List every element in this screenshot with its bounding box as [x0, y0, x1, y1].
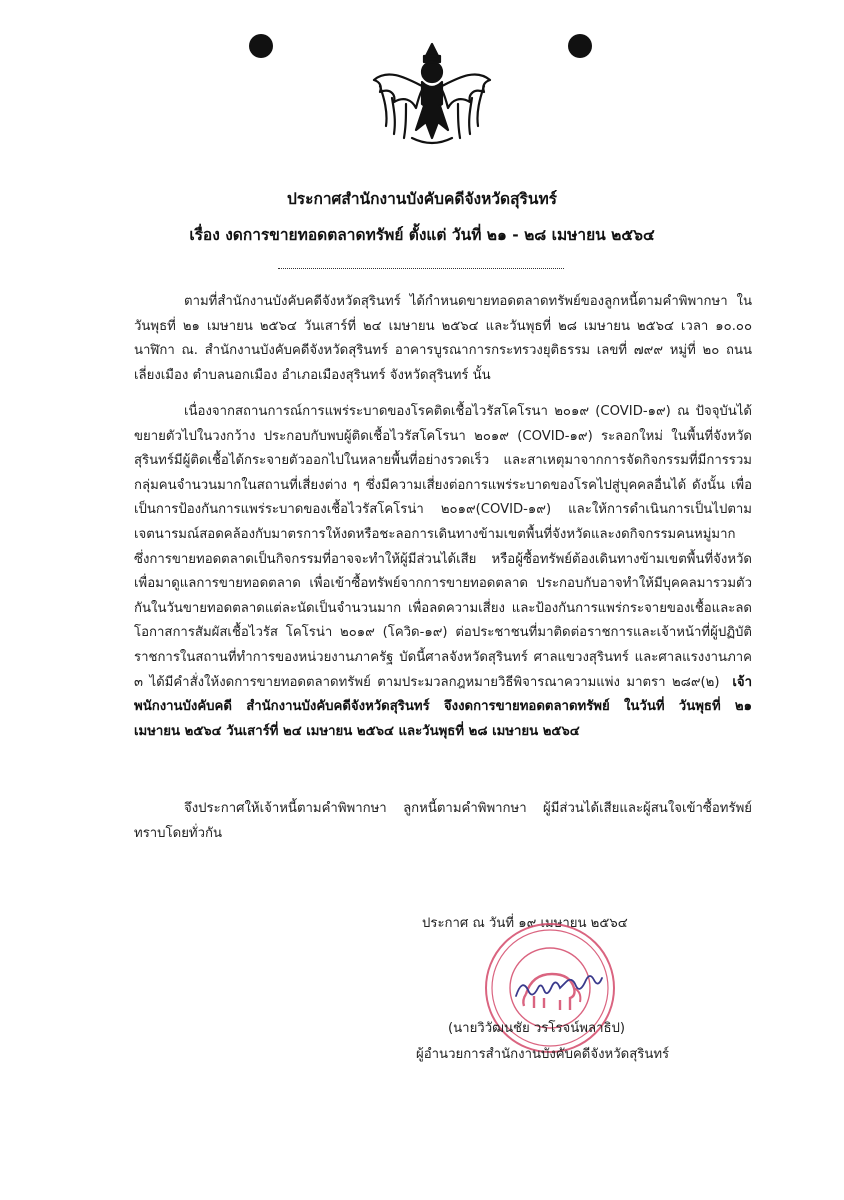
announcement-date: ประกาศ ณ วันที่ ๑๙ เมษายน ๒๕๖๔ [422, 916, 628, 931]
paragraph-reason [134, 400, 752, 744]
signatory-name: (นายวิวัฒนชัย วรโรจน์พลาธิป) [448, 1021, 626, 1036]
garuda-emblem-icon [366, 38, 498, 148]
paragraph-schedule [134, 290, 752, 388]
announcement-subject: เรื่อง งดการขายทอดตลาดทรัพย์ ตั้งแต่ วันที่ ๒๑ - ๒๘ เมษายน ๒๕๖๔ [189, 226, 655, 244]
punch-hole-left [249, 34, 273, 58]
paragraph-reason-text: เนื่องจากสถานการณ์การแพร่ระบาดของโรคติดเชื้อไวรัสโคโรนา ๒๐๑๙ (COVID-๑๙) ณ ปัจจุบันได้ขยายตัวไปในวงกว้าง ประกอบกับพบผู้ติดเชื้อไวรัสโคโรนา ๒๐๑๙ (COVID-๑๙) ระลอกใหม่ ในพื้นที่จังหวัดสุรินทร์มีผู้ติดเชื้อได้กระจายตัวออกไปในหลายพื้นที่อย่างรวดเร็ว และสาเหตุมาจากการจัดกิจกรรมที่มีการรวมกลุ่มคนจำนวนมากในสถานที่เสี่ยงต่าง ๆ ซึ่งมีความเสี่ยงต่อการแพร่ระบาดของโรคไปสู่บุคคลอื่นได้ ดังนั้น เพื่อเป็นการป้องกันการแพร่ระบาดของเชื้อไวรัสโคโรน่า ๒๐๑๙(COVID-๑๙) และให้การดำเนินการเป็นไปตามเจตนารมณ์สอดคล้องกับมาตรการให้งดหรือชะลอการเดินทางข้ามเขตพื้นที่จังหวัดและงดกิจกรรมคนหมู่มาก ซึ่งการขายทอดตลาดเป็นกิจกรรมที่อาจจะทำให้ผู้มีส่วนได้เสีย หรือผู้ซื้อทรัพย์ต้องเดินทางข้ามเขตพื้นที่จังหวัดเพื่อมาดูแลการขายทอดตลาด เพื่อเข้าซื้อทรัพย์จากการขายทอดตลาด ประกอบกับอาจทำให้มีบุคคลมารวมตัวกันในวันขายทอดตลาดแต่ละนัดเป็นจำนวนมาก เพื่อลดความเสี่ยง และป้องกันการแพร่กระจายของเชื้อและลดโอกาสการสัมผัสเชื้อไวรัส โคโรน่า ๒๐๑๙ (โควิด-๑๙) ต่อประชาชนที่มาติดต่อราชการและเจ้าหน้าที่ผู้ปฏิบัติราชการในสถานที่ทำการของหน่วยงานภาครัฐ บัดนี้ศาลจังหวัดสุรินทร์ ศาลแขวงสุรินทร์ และศาลแรงงานภาค ๓ ได้มีคำสั่งให้งดการขายทอดตลาดทรัพย์ ตามประมวลกฎหมายวิธีพิจารณาความแพ่ง มาตรา ๒๘๙(๒) [134, 404, 752, 690]
paragraph-conclusion [134, 797, 752, 846]
punch-hole-right [568, 34, 592, 58]
paragraph-text: ตามที่สำนักงานบังคับคดีจังหวัดสุรินทร์ ได้กำหนดขายทอดตลาดทรัพย์ของลูกหนี้ตามคำพิพากษา ในวันพุธที่ ๒๑ เมษายน ๒๕๖๔ วันเสาร์ที่ ๒๔ เมษายน ๒๕๖๔ และวันพุธที่ ๒๘ เมษายน ๒๕๖๔ เวลา ๑๐.๐๐ นาฬิกา ณ. สำนักงานบังคับคดีจังหวัดสุรินทร์ อาคารบูรณาการกระทรวงยุติธรรม เลขที่ ๗๙๙ หมู่ที่ ๒๐ ถนนเลี่ยงเมือง ตำบลนอกเมือง อำเภอเมืองสุรินทร์ จังหวัดสุรินทร์ นั้น [134, 294, 752, 383]
handwritten-signature-icon [512, 972, 604, 1006]
paragraph-reason-bold-text: เจ้าพนักงานบังคับคดี สำนักงานบังคับคดีจังหวัดสุรินทร์ จึงงดการขายทอดตลาดทรัพย์ ในวันที่ วันพุธที่ ๒๑ เมษายน ๒๕๖๔ วันเสาร์ที่ ๒๔ เมษายน ๒๕๖๔ และวันพุธที่ ๒๘ เมษายน ๒๕๖๔ [134, 674, 753, 739]
dotted-divider [278, 268, 564, 269]
paragraph-text [134, 400, 752, 744]
announcement-title: ประกาศสำนักงานบังคับคดีจังหวัดสุรินทร์ [286, 190, 558, 208]
paragraph-text: จึงประกาศให้เจ้าหนี้ตามคำพิพากษา ลูกหนี้ตามคำพิพากษา ผู้มีส่วนได้เสียและผู้สนใจเข้าซื้อทรัพย์ทราบโดยทั่วกัน [134, 801, 752, 841]
signatory-position: ผู้อำนวยการสำนักงานบังคับคดีจังหวัดสุรินทร์ [416, 1047, 670, 1062]
